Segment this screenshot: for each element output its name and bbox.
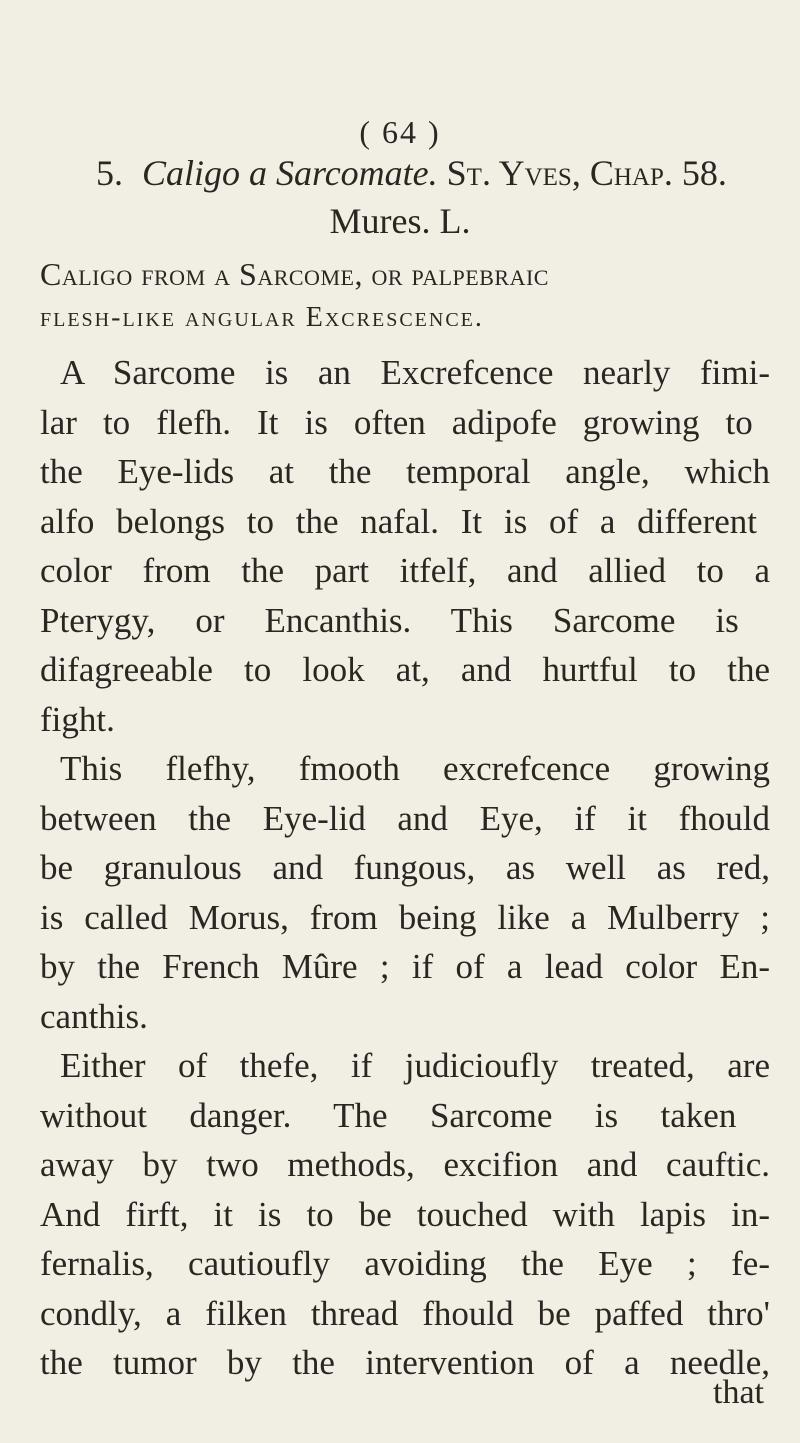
latin-title: Caligo a Sarcomate. xyxy=(142,153,438,193)
text-line: This flefhy, fmooth excrefcence growing xyxy=(60,749,770,788)
text-line: lar to flefh. It is often adipofe growing to xyxy=(40,402,753,442)
text-line: by the French Mûre ; if of a lead color En- xyxy=(40,947,770,986)
text-line: Pterygy, or Encanthis. This Sarcome is xyxy=(40,600,739,640)
section-heading xyxy=(96,152,760,194)
text-line: is called Morus, from being like a Mulberry ; xyxy=(40,897,770,937)
text-line: difagreeable to look at, and hurtful to the xyxy=(40,650,770,689)
text-line: Either of thefe, if judicioufly treated, are xyxy=(60,1046,770,1085)
subtitle-line-2: flesh-like angular Excrescence. xyxy=(40,302,484,333)
page-number: ( 64 ) xyxy=(359,114,441,150)
subtitle-line-1: Caligo from a Sarcome, or palpebraic xyxy=(40,256,549,292)
text-line: the Eye-lids at the temporal angle, which xyxy=(40,452,770,491)
section-number: 5. xyxy=(96,153,123,193)
text-line: And firft, it is to be touched with lapis in- xyxy=(40,1194,770,1234)
text-line: fight. xyxy=(40,699,115,739)
text-line: be granulous and fungous, as well as red, xyxy=(40,848,770,887)
text-line: A Sarcome is an Excrefcence nearly fimi- xyxy=(60,353,770,392)
text-line: between the Eye-lid and Eye, if it fhould xyxy=(40,798,770,838)
text-line: color from the part itfelf, and allied to a xyxy=(40,551,770,590)
reference: St. Yves, Chap. 58. xyxy=(446,153,727,193)
text-line: the tumor by the intervention of a needle, xyxy=(40,1343,770,1382)
text-line: fernalis, cautioufly avoiding the Eye ; fe- xyxy=(40,1244,770,1283)
text-line: alfo belongs to the nafal. It is of a different xyxy=(40,501,757,541)
text-line: condly, a filken thread fhould be paffed thro' xyxy=(40,1293,770,1333)
text-line: without danger. The Sarcome is taken xyxy=(40,1095,737,1135)
heading-authority: Mures. L. xyxy=(329,201,471,241)
body-text xyxy=(40,348,770,1388)
text-line: canthis. xyxy=(40,996,148,1036)
catchword: that xyxy=(713,1374,764,1411)
text-line: away by two methods, excifion and cauftic. xyxy=(40,1145,770,1184)
